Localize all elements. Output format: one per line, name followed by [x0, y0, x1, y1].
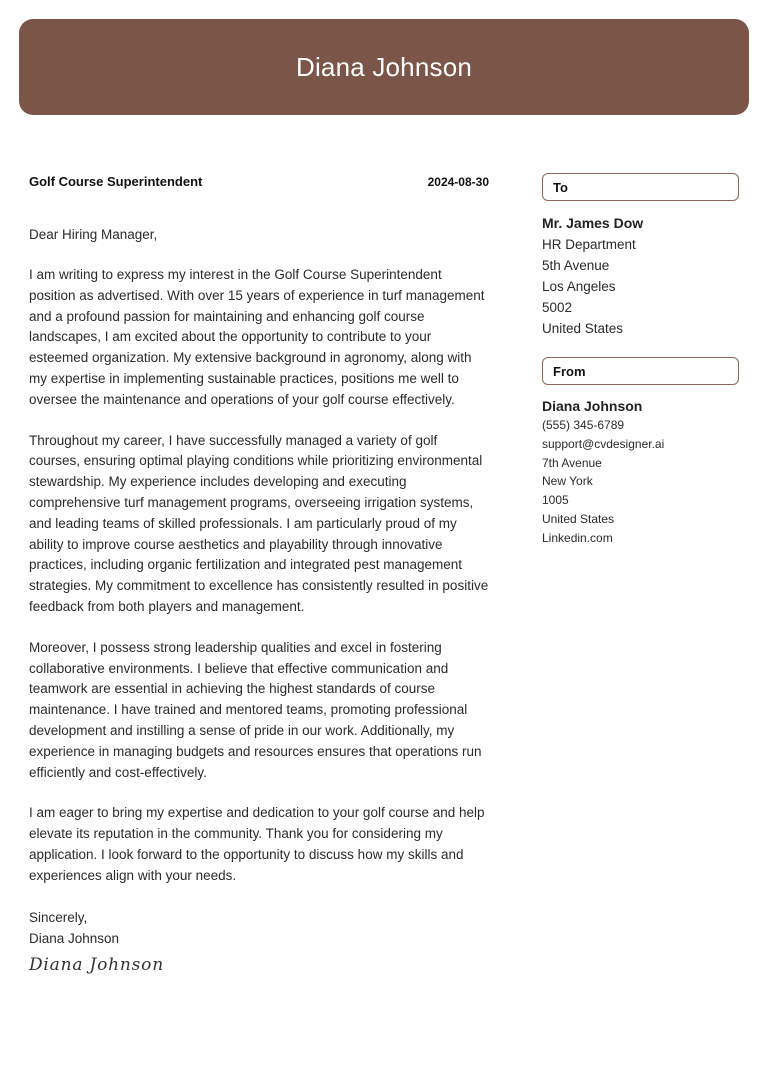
recipient-line: 5002	[542, 300, 573, 315]
paragraph-4: I am eager to bring my expertise and dedication to your golf course and help elevate its reputation in the community. Thank you for considering my application. I look forward to the opportunity to discuss how my skills and experiences align with your needs.	[29, 805, 485, 883]
recipient-line: Los Angeles	[542, 279, 616, 294]
sender-line: 1005	[542, 493, 569, 508]
sender-line: 7th Avenue	[542, 455, 602, 470]
to-label-box	[542, 173, 739, 201]
recipient-line: United States	[542, 321, 624, 336]
job-title: Golf Course Superintendent	[29, 174, 203, 189]
closing-phrase: Sincerely,	[29, 909, 88, 925]
header-name: Diana Johnson	[295, 51, 473, 82]
letter-meta	[29, 174, 489, 189]
closing	[29, 907, 489, 949]
sender-email: support@cvdesigner.ai	[542, 436, 665, 451]
letter-body	[29, 174, 489, 975]
sender-website: Linkedin.com	[542, 530, 613, 545]
signature: Diana Johnson	[29, 954, 164, 975]
from-label: From	[553, 363, 586, 379]
sender-line: United States	[542, 511, 615, 526]
from-label-box	[542, 357, 739, 385]
recipient-line: HR Department	[542, 237, 636, 252]
recipient-address	[542, 213, 739, 339]
recipient-line: 5th Avenue	[542, 258, 610, 273]
address-column	[542, 173, 739, 548]
sender-address	[542, 397, 739, 548]
paragraph-1: I am writing to express my interest in the Golf Course Superintendent position as advertised. With over 15 years of experience in turf management and a profound passion for maintaining and enhancing golf course landscapes, I am excited about the opportunity to contribute to your esteemed organization. My extensive background in agronomy, along with my expertise in implementing sustainable practices, positions me well to oversee the maintenance and operations of your golf course effectively.	[29, 267, 485, 407]
closing-name: Diana Johnson	[29, 930, 120, 946]
greeting: Dear Hiring Manager,	[29, 227, 158, 242]
paragraph-2: Throughout my career, I have successfully managed a variety of golf courses, ensuring optimal playing conditions while prioritizing environmental stewardship. My experience includes developing and executing comprehensive turf management programs, overseeing irrigation systems, and leading teams of skilled professionals. I am particularly proud of my ability to improve course aesthetics and playability through innovative practices, including organic fertilization and integrated pest management strategies. My commitment to excellence has consistently resulted in positive feedback from both players and management.	[29, 432, 489, 614]
to-label: To	[553, 179, 568, 195]
recipient-name: Mr. James Dow	[542, 215, 644, 231]
sender-phone: (555) 345-6789	[542, 418, 625, 432]
sender-name: Diana Johnson	[542, 398, 643, 414]
sender-line: New York	[542, 474, 593, 489]
letter-date: 2024-08-30	[427, 175, 489, 189]
paragraph-3: Moreover, I possess strong leadership qualities and excel in fostering collaborative environments. I believe that effective communication and teamwork are essential in achieving the highest standards of course maintenance. I have trained and mentored teams, promoting professional development and instilling a sense of pride in our work. Additionally, my experience in managing budgets and resources ensures that operations run efficiently and cost-effectively.	[29, 639, 482, 780]
header-banner	[19, 19, 749, 115]
